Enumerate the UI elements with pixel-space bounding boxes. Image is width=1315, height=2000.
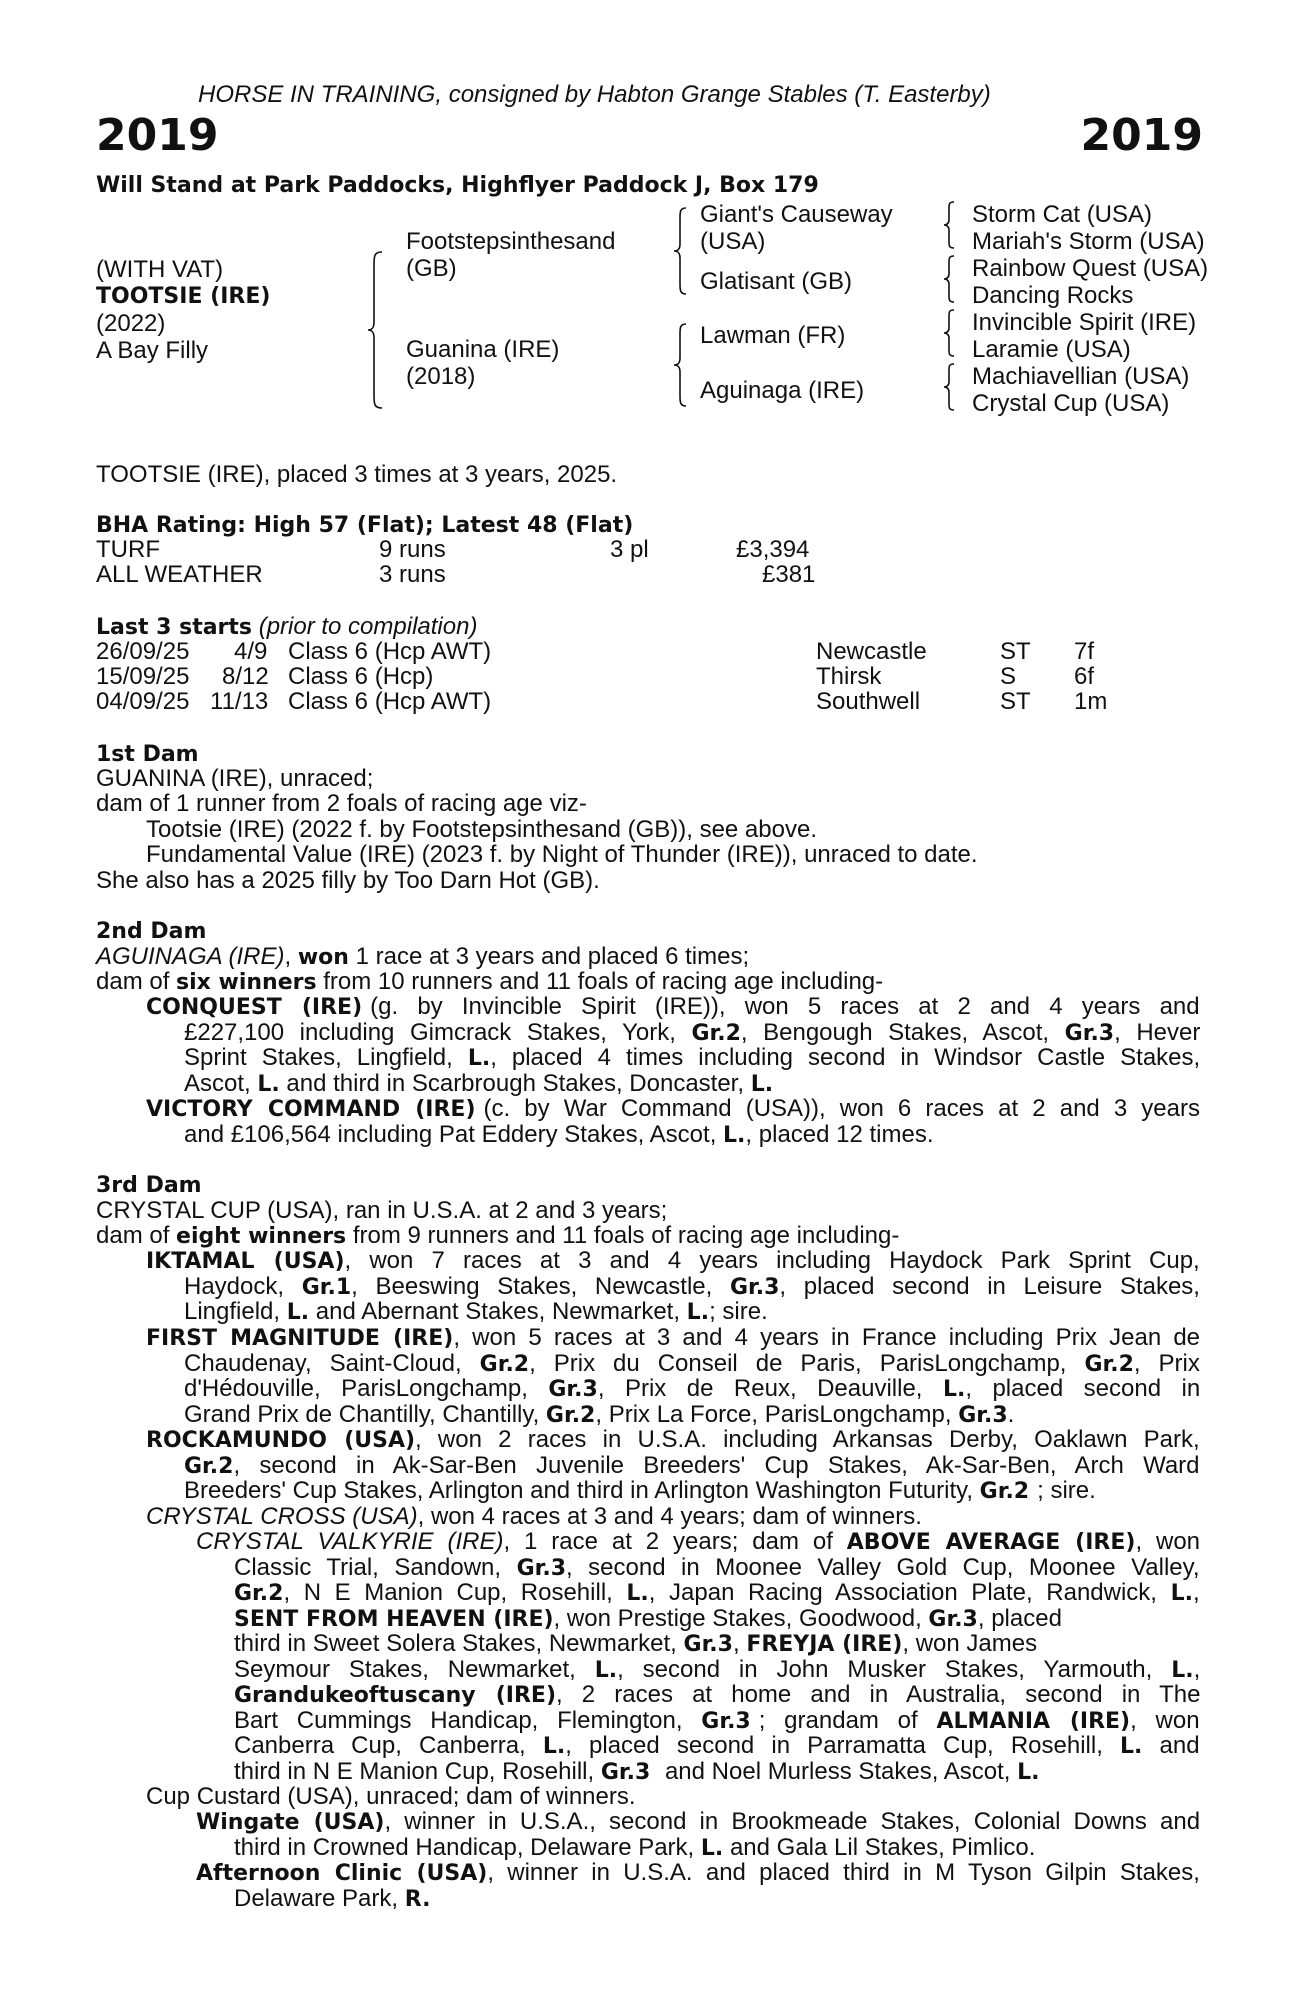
dam2-record: 1 race at 3 years and placed 6 times;: [348, 943, 750, 970]
text-run: ALMANIA (IRE): [936, 1708, 1131, 1734]
text-run: , N E Manion Cup, Rosehill,: [283, 1579, 627, 1606]
paragraph-line: [196, 1580, 1200, 1606]
start-date: 26/09/25: [96, 638, 190, 665]
dam3-prefix: dam of: [96, 1222, 177, 1249]
text-run: SENT FROM HEAVEN (IRE): [234, 1606, 554, 1632]
year-right: 2019: [1080, 110, 1203, 161]
text-run: Gr.3: [729, 1274, 780, 1300]
text-run: Gr.3: [1064, 1020, 1115, 1046]
pedigree-brace-ggp-3: [944, 308, 958, 358]
text-run: L.: [594, 1657, 618, 1683]
text-run: Gr.3: [548, 1377, 598, 1402]
text-run: , won: [1130, 1706, 1200, 1734]
start-distance: 1m: [1074, 688, 1108, 715]
paragraph-line: [196, 1682, 1200, 1708]
last-starts-note: (prior to compilation): [258, 613, 478, 640]
paragraph-line: [146, 1478, 1200, 1504]
victory-command-entry: [146, 1096, 1200, 1147]
dam1-line: GUANINA (IRE), unraced;: [96, 765, 374, 792]
paragraph-line: [196, 1606, 1200, 1632]
year-left: 2019: [96, 110, 219, 161]
text-run: third in Sweet Solera Stakes, Newmarket,: [234, 1630, 684, 1657]
text-run: L.: [626, 1581, 649, 1606]
start-position: 4/9: [234, 638, 268, 665]
cup-custard-entry: Cup Custard (USA), unraced; dam of winners.: [146, 1783, 636, 1810]
text-run: Breeders' Cup Stakes, Arlington and third in Arlington Washington Futurity,: [184, 1477, 980, 1504]
text-run: FIRST MAGNITUDE (IRE): [146, 1326, 454, 1351]
ggp-6: Laramie (USA): [972, 336, 1131, 363]
ggp-8: Crystal Cup (USA): [972, 390, 1170, 417]
dam-name: Guanina (IRE): [406, 336, 560, 363]
text-run: L.: [1171, 1657, 1194, 1683]
text-run: Gr.3: [928, 1606, 978, 1632]
rating-runs: 9 runs: [379, 536, 446, 563]
text-run: d'Hédouville, ParisLongchamp,: [184, 1375, 549, 1402]
text-run: , won 5 races at 3 and 4 years in France including Prix Jean de: [453, 1324, 1201, 1351]
bha-rating-heading: BHA Rating: High 57 (Flat); Latest 48 (Flat): [96, 513, 634, 538]
text-run: Gr.2: [184, 1453, 234, 1479]
start-class: Class 6 (Hcp AWT): [288, 688, 492, 715]
vat-note: (WITH VAT): [96, 256, 224, 283]
dam1-line: dam of 1 runner from 2 foals of racing age viz-: [96, 790, 587, 817]
paragraph-line: [146, 1071, 1200, 1097]
stabling-location: Will Stand at Park Paddocks, Highflyer Paddock J, Box 179: [96, 173, 819, 198]
text-run: Gr.2: [234, 1581, 284, 1606]
ggp-7: Machiavellian (USA): [972, 363, 1190, 390]
text-run: and Noel Murless Stakes, Ascot,: [658, 1757, 1018, 1785]
start-distance: 6f: [1074, 663, 1095, 690]
text-run: CONQUEST (IRE): [146, 995, 363, 1020]
dam-year: (2018): [406, 363, 476, 390]
text-run: and Abernant Stakes, Newmarket,: [309, 1298, 687, 1325]
text-run: , 1 race at 2 years; dam of: [503, 1528, 847, 1555]
text-run: L.: [1170, 1581, 1193, 1606]
pedigree-brace-main: [368, 250, 388, 410]
start-going: S: [1000, 663, 1017, 690]
text-run: , placed: [977, 1604, 1062, 1632]
paragraph-line: [146, 1325, 1200, 1351]
text-run: , Beeswing Stakes, Newcastle,: [351, 1272, 730, 1300]
start-date: 04/09/25: [96, 688, 190, 715]
paragraph-line: [196, 1835, 1200, 1861]
text-run: L.: [723, 1122, 746, 1148]
paragraph-line: [196, 1555, 1200, 1581]
start-position: 11/13: [210, 688, 269, 715]
race-summary: TOOTSIE (IRE), placed 3 times at 3 years, 2025.: [96, 461, 618, 488]
sire-country: (GB): [406, 255, 457, 282]
sire-name: Footstepsinthesand: [406, 228, 616, 255]
dam2-name: AGUINAGA (IRE): [96, 943, 285, 970]
start-class: Class 6 (Hcp AWT): [288, 638, 492, 665]
rating-earnings: £381: [762, 561, 816, 588]
text-run: , Prix La Force, ParisLongchamp,: [595, 1400, 959, 1428]
text-run: , Prix de Reux, Deauville,: [597, 1375, 943, 1402]
paragraph-line: [146, 1274, 1200, 1300]
text-run: Canberra Cup, Canberra,: [234, 1732, 543, 1759]
text-run: £227,100 including Gimcrack Stakes, York,: [184, 1018, 692, 1046]
text-run: Gr.2: [691, 1020, 741, 1046]
text-run: Sprint Stakes, Lingfield,: [184, 1044, 468, 1071]
text-run: ABOVE AVERAGE (IRE): [846, 1530, 1136, 1555]
text-run: , Bengough Stakes, Ascot,: [740, 1018, 1065, 1046]
paragraph-line: [196, 1886, 1200, 1912]
text-run: ; grandam of: [758, 1706, 937, 1734]
ggp-4: Dancing Rocks: [972, 282, 1134, 309]
text-run: (g. by Invincible Spirit (IRE)), won 5 races at 2 and 4 years and: [370, 993, 1200, 1020]
text-run: , second in Moonee Valley Gold Cup, Moonee Valley,: [566, 1553, 1200, 1581]
dam3-line-1: CRYSTAL CUP (USA), ran in U.S.A. at 2 and 3 years;: [96, 1197, 668, 1224]
text-run: L.: [467, 1046, 491, 1071]
last-starts-heading-row: [96, 614, 477, 641]
text-run: ,: [1192, 1579, 1200, 1606]
conquest-entry: [146, 994, 1200, 1096]
text-run: Haydock,: [184, 1272, 302, 1300]
paragraph-line: [146, 1453, 1200, 1479]
text-run: and: [1142, 1732, 1200, 1759]
horse-name: TOOTSIE (IRE): [96, 284, 271, 309]
start-course: Thirsk: [816, 663, 882, 690]
text-run: L.: [686, 1300, 710, 1325]
text-run: FREYJA (IRE): [746, 1632, 903, 1657]
text-run: Gr.2: [979, 1479, 1030, 1504]
text-run: , second in John Musker Stakes, Yarmouth,: [617, 1655, 1172, 1683]
start-date: 15/09/25: [96, 663, 190, 690]
text-run: and £106,564 including Pat Eddery Stakes, Ascot,: [184, 1120, 724, 1148]
text-run: , Prix du Conseil de Paris, ParisLongchamp,: [529, 1349, 1085, 1377]
text-run: L.: [286, 1300, 310, 1325]
start-course: Southwell: [816, 688, 921, 715]
paragraph-line: [146, 1020, 1200, 1046]
paragraph-line: [146, 1402, 1200, 1428]
text-run: Gr.2: [1084, 1351, 1134, 1377]
paragraph-line: [146, 994, 1200, 1020]
rockamundo-entry: [146, 1427, 1200, 1504]
paragraph-line: [146, 1248, 1200, 1274]
text-run: Gr.2: [545, 1402, 596, 1428]
paragraph-line: [146, 1427, 1200, 1453]
iktamal-entry: [146, 1248, 1200, 1325]
text-run: , Prix: [1133, 1349, 1200, 1377]
start-position: 8/12: [222, 663, 269, 690]
text-run: .: [1007, 1400, 1015, 1428]
text-run: ROCKAMUNDO (USA): [146, 1428, 416, 1453]
text-run: , winner in U.S.A., second in Brookmeade Stakes, Colonial Downs and: [384, 1808, 1201, 1835]
text-run: ; sire.: [1037, 1477, 1096, 1504]
text-run: L.: [700, 1835, 724, 1861]
paragraph-line: [146, 1299, 1200, 1325]
text-run: L.: [542, 1734, 566, 1759]
text-run: , Japan Racing Association Plate, Randwick,: [648, 1579, 1171, 1606]
text-run: , winner in U.S.A. and placed third in M Tyson Gilpin Stakes,: [487, 1859, 1200, 1886]
ggp-1: Storm Cat (USA): [972, 201, 1153, 228]
paragraph-line: [196, 1733, 1200, 1759]
paragraph-line: [196, 1631, 1200, 1657]
text-run: Classic Trial, Sandown,: [234, 1553, 517, 1581]
text-run: , placed second in: [965, 1375, 1201, 1402]
sire-sire-country: (USA): [700, 228, 766, 255]
text-run: Seymour Stakes, Newmarket,: [234, 1655, 595, 1683]
last-starts-heading: Last 3 starts: [96, 615, 253, 640]
paragraph-line: [146, 1045, 1200, 1071]
crystal-valkyrie-entry: [196, 1529, 1200, 1784]
text-run: L.: [1017, 1759, 1040, 1785]
text-run: L.: [750, 1071, 774, 1097]
text-run: Gr.3: [958, 1402, 1008, 1428]
text-run: , placed 12 times.: [745, 1120, 934, 1148]
text-run: VICTORY COMMAND (IRE): [146, 1097, 476, 1122]
dam3-line-2: [96, 1223, 899, 1250]
start-course: Newcastle: [816, 638, 927, 665]
text-run: Bart Cummings Handicap, Flemington,: [234, 1706, 702, 1734]
text-run: , Hever: [1114, 1018, 1201, 1046]
paragraph-line: [146, 1351, 1200, 1377]
text-run: Grandukeoftuscany (IRE): [234, 1683, 557, 1708]
text-run: , won Prestige Stakes, Goodwood,: [553, 1604, 929, 1632]
text-run: Delaware Park,: [234, 1884, 405, 1912]
start-class: Class 6 (Hcp): [288, 663, 434, 690]
paragraph-line: [196, 1809, 1200, 1835]
start-going: ST: [1000, 688, 1031, 715]
text-run: and Gala Lil Stakes, Pimlico.: [723, 1833, 1036, 1861]
text-run: L.: [942, 1377, 966, 1402]
text-run: Ascot,: [184, 1069, 258, 1097]
crystal-cross-name: CRYSTAL CROSS (USA): [146, 1503, 418, 1530]
text-run: , won 2 races in U.S.A. including Arkansas Derby, Oaklawn Park,: [415, 1426, 1200, 1453]
crystal-cross-text: , won 4 races at 3 and 4 years; dam of winners.: [417, 1503, 922, 1530]
horse-foaling-year: (2022): [96, 310, 166, 337]
text-run: (c. by War Command (USA)), won 6 races at 2 and 3 years: [483, 1095, 1200, 1122]
text-run: third in N E Manion Cup, Rosehill,: [234, 1757, 601, 1785]
text-run: IKTAMAL (USA): [146, 1249, 345, 1274]
text-run: , won: [1135, 1528, 1201, 1555]
text-run: , placed 4 times including second in Windsor Castle Stakes,: [490, 1044, 1201, 1071]
text-run: Lingfield,: [184, 1298, 287, 1325]
dam-sire-name: Lawman (FR): [700, 322, 846, 349]
text-run: L.: [257, 1071, 280, 1097]
text-run: Gr.3: [516, 1555, 566, 1581]
text-run: Gr.3: [683, 1632, 733, 1657]
afternoon-clinic-entry: [196, 1860, 1200, 1911]
dam2-prefix: dam of: [96, 968, 177, 995]
dam1-offspring: Tootsie (IRE) (2022 f. by Footstepsinthesand (GB)), see above.: [146, 816, 817, 843]
text-run: , won James: [902, 1630, 1038, 1657]
dam1-line: She also has a 2025 filly by Too Darn Hot (GB).: [96, 867, 600, 894]
dam2-foals: from 10 runners and 11 foals of racing age including-: [316, 968, 884, 995]
text-run: Gr.2: [479, 1351, 530, 1377]
wingate-entry: [196, 1809, 1200, 1860]
sire-dam-name: Glatisant (GB): [700, 268, 853, 295]
paragraph-line: [196, 1759, 1200, 1785]
rating-earnings: £3,394: [736, 536, 810, 563]
text-run: ; sire.: [709, 1298, 768, 1325]
dam2-sep: ,: [284, 943, 298, 970]
text-run: , placed second in Leisure Stakes,: [779, 1272, 1200, 1300]
rating-surface: ALL WEATHER: [96, 561, 263, 588]
crystal-cross-entry: [146, 1504, 922, 1530]
paragraph-line: [146, 1122, 1200, 1148]
rating-placed: 3 pl: [610, 536, 649, 563]
dam1-heading: 1st Dam: [96, 742, 199, 767]
paragraph-line: [146, 1376, 1200, 1402]
start-going: ST: [1000, 638, 1031, 665]
dam3-winners: eight winners: [176, 1224, 347, 1249]
text-run: , won 7 races at 3 and 4 years including Haydock Park Sprint Cup,: [344, 1247, 1200, 1274]
dam3-foals: from 9 runners and 11 foals of racing age including-: [346, 1222, 900, 1249]
text-run: Gr.1: [301, 1274, 352, 1300]
ggp-3: Rainbow Quest (USA): [972, 255, 1209, 282]
paragraph-line: [196, 1657, 1200, 1683]
dam2-line-1: [96, 944, 749, 971]
text-run: , second in Ak-Sar-Ben Juvenile Breeders' Cup Stakes, Ak-Sar-Ben, Arch Ward: [233, 1451, 1200, 1479]
text-run: Grand Prix de Chantilly, Chantilly,: [184, 1400, 546, 1428]
text-run: CRYSTAL VALKYRIE (IRE): [196, 1528, 504, 1555]
text-run: , placed second in Parramatta Cup, Rosehill,: [565, 1732, 1120, 1759]
text-run: L.: [1120, 1734, 1143, 1759]
text-run: Chaudenay, Saint-Cloud,: [184, 1349, 480, 1377]
text-run: Gr.3: [600, 1759, 651, 1785]
paragraph-line: [196, 1708, 1200, 1734]
dam2-heading: 2nd Dam: [96, 919, 207, 944]
sire-sire-name: Giant's Causeway: [700, 201, 893, 228]
text-run: , 2 races at home and in Australia, second in The: [556, 1681, 1201, 1708]
consignor-title: HORSE IN TRAINING, consigned by Habton Grange Stables (T. Easterby): [198, 81, 991, 108]
dam2-line-2: [96, 969, 883, 996]
ggp-5: Invincible Spirit (IRE): [972, 309, 1197, 336]
rating-runs: 3 runs: [379, 561, 446, 588]
text-run: ,: [1193, 1655, 1201, 1683]
start-distance: 7f: [1074, 638, 1095, 665]
paragraph-line: [196, 1529, 1200, 1555]
text-run: Gr.3: [701, 1708, 751, 1734]
dam3-heading: 3rd Dam: [96, 1173, 202, 1198]
text-run: ,: [732, 1630, 747, 1657]
text-run: and third in Scarbrough Stakes, Doncaster,: [279, 1069, 751, 1097]
dam-dam-name: Aguinaga (IRE): [700, 377, 865, 404]
pedigree-brace-ggp-2: [944, 254, 958, 304]
pedigree-brace-ggp-1: [944, 200, 958, 250]
text-run: Afternoon Clinic (USA): [196, 1861, 488, 1886]
pedigree-brace-sire: [674, 206, 690, 296]
ggp-2: Mariah's Storm (USA): [972, 228, 1205, 255]
text-run: third in Crowned Handicap, Delaware Park,: [234, 1833, 701, 1861]
paragraph-line: [146, 1096, 1200, 1122]
horse-description: A Bay Filly: [96, 337, 209, 364]
rating-surface: TURF: [96, 536, 160, 563]
paragraph-line: [196, 1860, 1200, 1886]
pedigree-brace-dam: [674, 322, 690, 408]
dam2-winners: six winners: [176, 970, 317, 995]
dam1-offspring: Fundamental Value (IRE) (2023 f. by Night of Thunder (IRE)), unraced to date.: [146, 841, 978, 868]
text-run: Wingate (USA): [196, 1810, 385, 1835]
text-run: R.: [404, 1886, 431, 1912]
pedigree-brace-ggp-4: [944, 362, 958, 412]
first-magnitude-entry: [146, 1325, 1200, 1427]
dam2-won: won: [297, 945, 349, 970]
